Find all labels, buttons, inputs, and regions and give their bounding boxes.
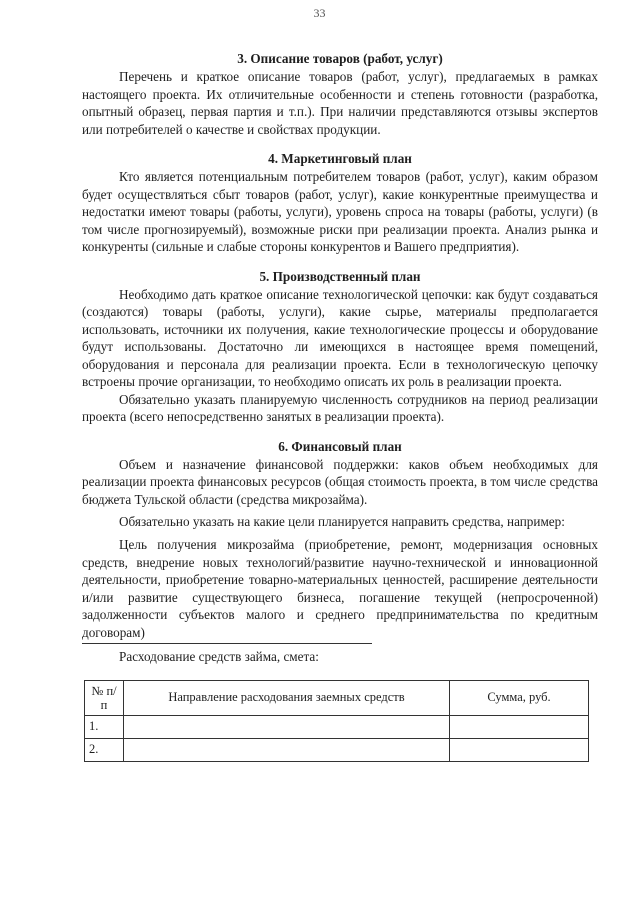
section-paragraph: Необходимо дать краткое описание технологической цепочки: как будут создаваться (создаются) товары (работы, услуги), какие сырье, материалы предполагается использовать, источники их получения, какие технологические процессы и оборудование будут использованы. Достаточно ли имеющихся в настоящее время помещений, оборудования и персонала для реализации проекта. Если в технологическую цепочку встроены прочие организации, то необходимо описать их роль в реализации проекта. bbox=[82, 286, 598, 389]
section-paragraph: Перечень и краткое описание товаров (работ, услуг), предлагаемых в рамках настоящего проекта. Их отличительные особенности и степень готовности (разработка, опытный образец, первая партия и т.п.). При наличии представляются отзывы экспертов или потребителей о качестве и свойствах продукции. bbox=[82, 69, 598, 137]
section-marketing bbox=[82, 150, 598, 256]
section-title: 4. Маркетинговый план bbox=[268, 151, 412, 166]
table-cell-amount[interactable] bbox=[450, 738, 589, 761]
column-header-direction: Направление расходования заемных средств bbox=[124, 680, 450, 715]
table-cell-direction[interactable] bbox=[124, 738, 450, 761]
estimate-label: Расходование средств займа, смета: bbox=[119, 649, 319, 664]
page-number: 33 bbox=[313, 6, 326, 20]
table-cell-direction[interactable] bbox=[124, 715, 450, 738]
column-header-amount: Сумма, руб. bbox=[450, 680, 589, 715]
section-finance bbox=[82, 438, 598, 762]
table-cell-number: 1. bbox=[85, 715, 124, 738]
section-title: 5. Производственный план bbox=[259, 268, 421, 284]
finance-paragraph-purpose: Обязательно указать на какие цели планируется направить средства, например: bbox=[119, 514, 565, 529]
section-paragraph: Обязательно указать планируемую численность сотрудников на период реализации проекта (всего непосредственно занятых в реализации проекта). bbox=[82, 391, 598, 424]
section-products bbox=[82, 50, 598, 138]
finance-paragraph-volume: Объем и назначение финансовой поддержки: каков объем необходимых для реализации проекта финансовых ресурсов (общая стоимость проекта, в том числе средства бюджета Тульской области (средства микрозайма). bbox=[82, 456, 598, 507]
table-row bbox=[85, 715, 589, 738]
document-body bbox=[82, 50, 598, 774]
table-cell-amount[interactable] bbox=[450, 715, 589, 738]
section-production bbox=[82, 268, 598, 426]
expense-table bbox=[84, 680, 589, 762]
fill-in-line bbox=[82, 643, 372, 644]
section-paragraph: Кто является потенциальным потребителем товаров (работ, услуг), каким образом будет осуществляться сбыт товаров (работ, услуг), какие конкурентные преимущества и недостатки имеют товары (работы, услуги), уровень спроса на товары (работы, услуги) (в том числе прогнозируемый), возможные риски при реализации проекта. Анализ рынка и конкуренты (сильные и слабые стороны конкурентов и Вашего предприятия). bbox=[82, 169, 598, 254]
section-title: 6. Финансовый план bbox=[278, 438, 402, 454]
section-title: 3. Описание товаров (работ, услуг) bbox=[237, 51, 443, 66]
table-header-row bbox=[85, 680, 589, 715]
finance-paragraph-goal: Цель получения микрозайма (приобретение, ремонт, модернизация основных средств, внедрение новых технологий/развитие научно-технической и инновационной деятельности, приобретение товарно-материальных ценностей, расширение деятельности и/или развитие существующего бизнеса, погашение текущей (непросроченной) задолженности субъектов малого и среднего предпринимательства по кредитным договорам) bbox=[82, 537, 598, 640]
column-header-number: № п/п bbox=[85, 680, 124, 715]
table-row bbox=[85, 738, 589, 761]
table-cell-number: 2. bbox=[85, 738, 124, 761]
